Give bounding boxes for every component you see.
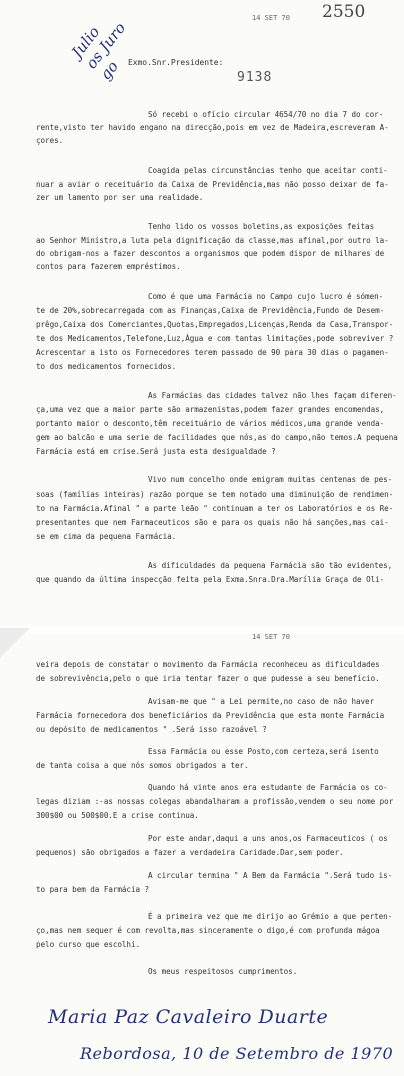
body-text-line: Como é que uma Farmácia no Campo cujo lucro é sómen- [148,292,384,301]
body-text-line: Os meus respeitosos cumprimentos. [148,967,298,976]
body-text-line: to dos medicamentos fornecidos. [36,362,177,371]
body-text-line: Vivo num concelho onde emigram muitas centenas de pes- [148,475,393,484]
body-text-line: Por este andar,daqui a uns anos,os Farmaceuticos ( os [148,834,388,843]
body-text-line: A circular termina " A Bem da Farmácia ".Será tudo is- [148,871,393,880]
page-separator [0,626,404,634]
body-text-line: que quando da última inspecção feita pela Exma.Snra.Dra.Marília Graça de Oli- [36,575,385,584]
body-text-line: çores. [36,136,64,145]
salutation: Exmo.Snr.Presidente: [128,58,224,67]
body-text-line: soas (famílias inteiras) razão porque se tem notado uma diminuição de rendimen- [36,490,394,499]
body-text-line: te dos Medicamentos,Telefone,Luz,Água e com tantas limitações,pode sobreviver ? [36,334,394,343]
handwritten-annotation: Julio os Juro go [68,19,130,84]
body-text-line: de tanta coisa a que nós somos obrigados a ter. [36,761,249,770]
registration-number-handwritten: 2550 [322,2,366,22]
body-text-line: prêgo,Caixa dos Comerciantes,Quotas,Empregados,Licenças,Renda da Casa,Transpor- [36,320,394,329]
body-text-line: Quando há vinte anos era estudante de Farmácia os co- [148,783,388,792]
received-date-stamp-2: 14 SET 70 [252,633,290,641]
body-text-line: veira depois de constatar o movimento da Farmácia reconheceu as dificuldades [36,660,380,669]
body-text-line: Coagida pelas circunstâncias tenho que aceitar conti- [148,166,388,175]
body-text-line: Essa Farmácia ou esse Posto,com certeza,será isento [148,747,379,756]
body-text-line: do obrigam-nos a fazer descontos a organismos que podem dispor de milhares de [36,249,385,258]
body-text-line: ao Senhor Ministro,a luta pela dignificação da classe,mas afinal,por outro la- [36,236,389,245]
body-text-line: contos para fazerem empréstimos. [36,262,181,271]
body-text-line: zer um lamento por ser uma realidade. [36,193,204,202]
body-text-line: to na Farmácia.Afinal " a parte leão " continuam a ter os Laboratórios e os Re- [36,504,394,513]
body-text-line: de sobrevivência,pelo o que iria tentar fazer o que pudesse a seu benefício. [36,674,380,683]
body-text-line: É a primeira vez que me dirijo ao Grémio a que perten- [148,912,393,921]
registration-number-stamp: 9138 [237,70,273,85]
body-text-line: Farmácia está em crise.Será justa esta desigualdade ? [36,447,276,456]
body-text-line: pelo curso que escolhi. [36,940,141,949]
body-text-line: portanto maior o desconto,têm receituário de vários médicos,uma grande venda- [36,419,385,428]
body-text-line: rente,visto ter havido engano na direcção,pois em vez de Madeira,escreveram A- [36,123,389,132]
body-text-line: pequenos) são obrigados a fazer a verdadeira Caridade.Dar,sem poder. [36,848,344,857]
body-text-line: te de 20%,sobrecarregada com as Finanças,Caixa de Previdência,Fundo de Desem- [36,306,385,315]
body-text-line: Avisam-me que " a Lei permite,no caso de não haver [148,697,375,706]
signature: Maria Paz Cavaleiro Duarte [48,1006,329,1028]
body-text-line: As dificuldades da pequena Farmácia são tão evidentes, [148,561,393,570]
body-text-line: Tenho lido os vossos boletins,as exposições feitas [148,222,375,231]
body-text-line: Só recebi o ofício circular 4654/70 no dia 7 do cor- [148,110,384,119]
body-text-line: legas diziam :-as nossas colegas abandalharam a profissão,vendem o seu nome por [36,797,394,806]
body-text-line: ou depósito de medicamentos " .Será isso razoável ? [36,725,267,734]
body-text-line: Acrescentar a isto os Fornecedores terem passado de 90 para 30 dias o pagamen- [36,348,389,357]
body-text-line: se em cima da pequena Farmácia. [36,532,177,541]
body-text-line: As Farmácias das cidades talvez não lhes façam diferen- [148,391,397,400]
body-text-line: presentantes que nem Farmaceuticos são e para os quais não há sanções,mas cai- [36,518,389,527]
body-text-line: Farmácia fornecedora dos beneficiários da Previdência que esta monte Farmácia [36,711,385,720]
body-text-line: nuar a aviar o receituário da Caixa de Previdência,mas não posso deixar de fa- [36,180,389,189]
body-text-line: 300$00 ou 500$00.E a crise continua. [36,811,199,820]
place-date-handwritten: Rebordosa, 10 de Setembro de 1970 [80,1044,394,1063]
body-text-line: ça,uma vez que a maior parte são armazenistas,podem fazer grandes encomendas, [36,405,385,414]
body-text-line: gem ao balcão e uma serie de facilidades que nós,as do campo,não temos.A pequena [36,433,398,442]
body-text-line: to para bem da Farmácia ? [36,885,150,894]
body-text-line: ço,mas nem sequer é com revolta,mas sinceramente o digo,é com profunda mágoa [36,926,380,935]
received-date-stamp: 14 SET 70 [252,14,290,22]
